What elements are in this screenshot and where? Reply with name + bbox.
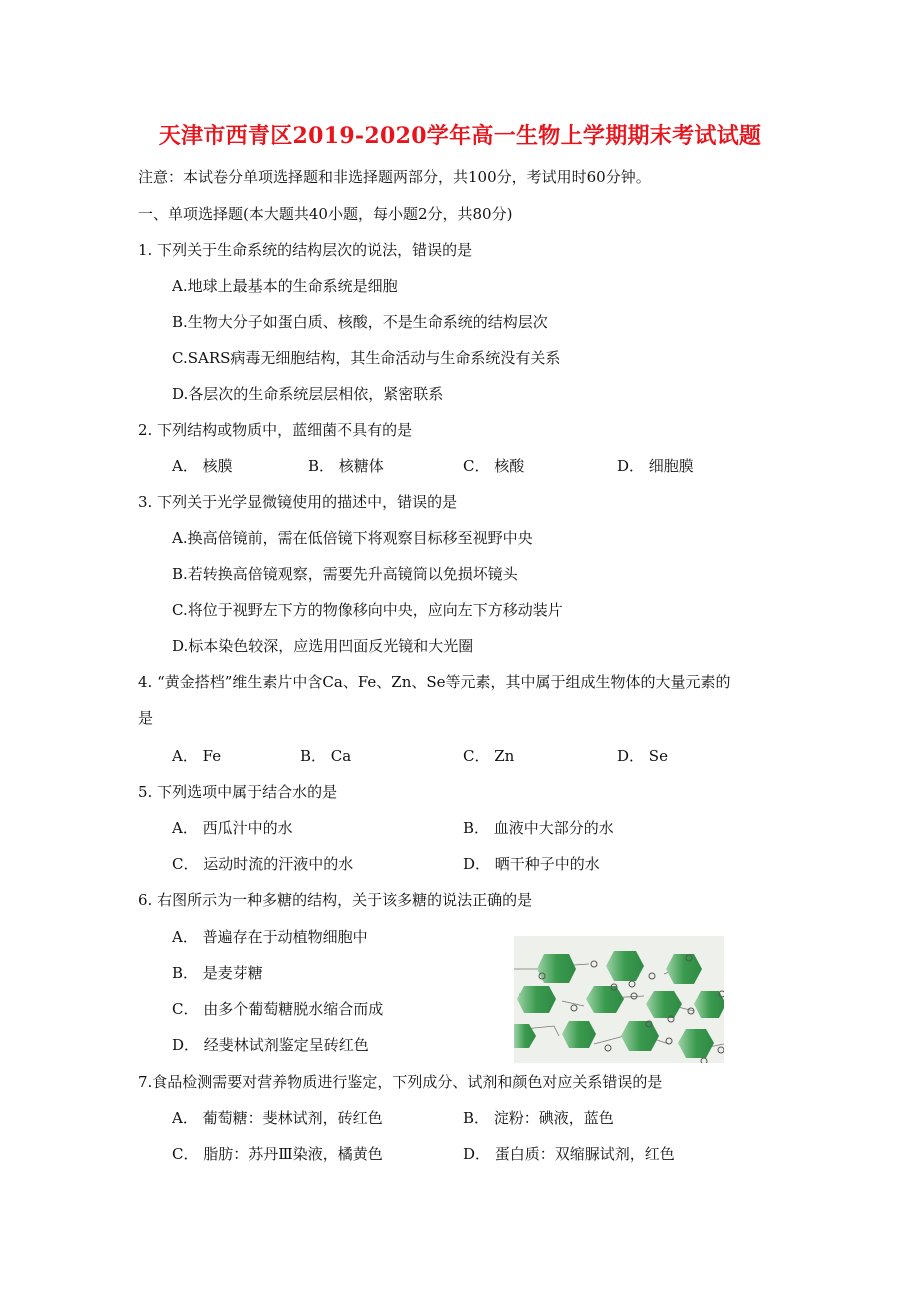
question-stem: 5. 下列选项中属于结合水的是 — [138, 783, 338, 801]
option: C.将位于视野左下方的物像移向中央，应向左下方移动装片 — [172, 601, 563, 619]
option: D.各层次的生命系统层层相依，紧密联系 — [172, 385, 444, 403]
question-stem: 6. 右图所示为一种多糖的结构，关于该多糖的说法正确的是 — [138, 891, 533, 909]
option: A． 普遍存在于动植物细胞中 — [172, 928, 368, 946]
option: B． 核糖体 — [308, 457, 384, 475]
option: C． 核酸 — [463, 457, 525, 475]
option: A.换高倍镜前，需在低倍镜下将观察目标移至视野中央 — [172, 529, 533, 547]
option: C． 由多个葡萄糖脱水缩合而成 — [172, 1000, 384, 1018]
option: B． Ca — [300, 747, 352, 765]
section-heading: 一、单项选择题(本大题共40小题，每小题2分，共80分) — [138, 205, 513, 223]
question-stem: 1. 下列关于生命系统的结构层次的说法，错误的是 — [138, 241, 473, 259]
option: C． 运动时流的汗液中的水 — [172, 855, 354, 873]
page-title: 天津市西青区2019-2020学年高一生物上学期期末考试试题 — [158, 123, 762, 149]
question-stem: 2. 下列结构或物质中，蓝细菌不具有的是 — [138, 421, 413, 439]
option: C． Zn — [463, 747, 515, 765]
option: C． 脂肪：苏丹Ⅲ染液，橘黄色 — [172, 1145, 383, 1163]
option: A.地球上最基本的生命系统是细胞 — [172, 277, 398, 295]
option: B． 血液中大部分的水 — [463, 819, 614, 837]
polysaccharide-structure-image — [514, 936, 724, 1063]
question-stem: 3. 下列关于光学显微镜使用的描述中，错误的是 — [138, 493, 458, 511]
option: B． 淀粉：碘液，蓝色 — [463, 1109, 614, 1127]
option: B.若转换高倍镜观察，需要先升高镜筒以免损坏镜头 — [172, 565, 518, 583]
option: B． 是麦芽糖 — [172, 964, 263, 982]
option: D.标本染色较深，应选用凹面反光镜和大光圈 — [172, 637, 474, 655]
question-stem: 7.食品检测需要对营养物质进行鉴定，下列成分、试剂和颜色对应关系错误的是 — [138, 1073, 663, 1091]
option: C.SARS病毒无细胞结构，其生命活动与生命系统没有关系 — [172, 349, 561, 367]
option: D． 经斐林试剂鉴定呈砖红色 — [172, 1036, 369, 1054]
question-stem: 4. “黄金搭档”维生素片中含Ca、Fe、Zn、Se等元素，其中属于组成生物体的大量元素的 — [138, 673, 731, 691]
glucose-rings — [514, 951, 724, 1058]
exam-note: 注意：本试卷分单项选择题和非选择题两部分，共100分，考试用时60分钟。 — [138, 168, 651, 186]
option: A． Fe — [172, 747, 222, 765]
option: D． 蛋白质：双缩脲试剂，红色 — [463, 1145, 675, 1163]
option: A． 核膜 — [172, 457, 233, 475]
option: B.生物大分子如蛋白质、核酸，不是生命系统的结构层次 — [172, 313, 548, 331]
question-stem-continued: 是 — [138, 709, 154, 727]
option: A． 西瓜汁中的水 — [172, 819, 293, 837]
option: D． 晒干种子中的水 — [463, 855, 600, 873]
option: D． Se — [617, 747, 668, 765]
option: A． 葡萄糖：斐林试剂，砖红色 — [172, 1109, 383, 1127]
option: D． 细胞膜 — [617, 457, 694, 475]
